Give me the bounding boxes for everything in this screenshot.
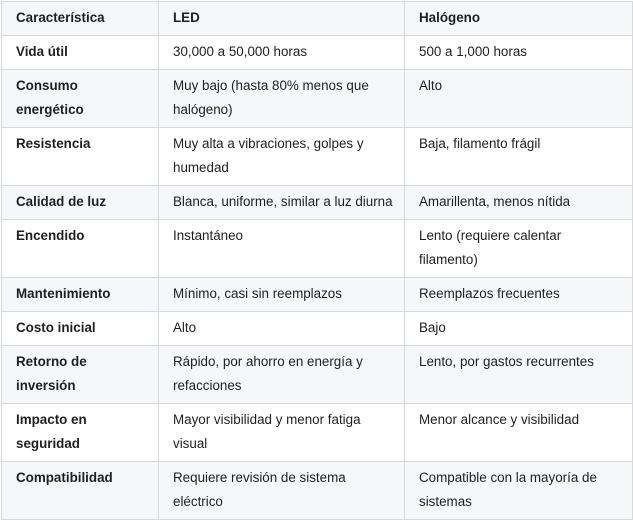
halogen-cell: Lento (requiere calentar filamento): [405, 220, 633, 278]
led-cell: Mayor visibilidad y menor fatiga visual: [159, 404, 405, 462]
halogen-cell: 500 a 1,000 horas: [405, 36, 633, 70]
led-cell: Requiere revisión de sistema eléctrico: [159, 462, 405, 520]
halogen-cell: Amarillenta, menos nítida: [405, 186, 633, 220]
led-cell: Muy bajo (hasta 80% menos que halógeno): [159, 70, 405, 128]
led-cell: Rápido, por ahorro en energía y refacciones: [159, 346, 405, 404]
halogen-cell: Menor alcance y visibilidad: [405, 404, 633, 462]
led-cell: 30,000 a 50,000 horas: [159, 36, 405, 70]
feature-cell: Impacto en seguridad: [2, 404, 159, 462]
feature-cell: Vida útil: [2, 36, 159, 70]
header-cell-led: LED: [159, 2, 405, 36]
led-cell: Instantáneo: [159, 220, 405, 278]
halogen-cell: Compatible con la mayoría de sistemas: [405, 462, 633, 520]
feature-cell: Consumo energético: [2, 70, 159, 128]
header-row: [2, 2, 633, 36]
table-row: [2, 70, 633, 128]
feature-cell: Compatibilidad: [2, 462, 159, 520]
header-cell-feature: Característica: [2, 2, 159, 36]
halogen-cell: Baja, filamento frágil: [405, 128, 633, 186]
led-cell: Muy alta a vibraciones, golpes y humedad: [159, 128, 405, 186]
table-row: [2, 36, 633, 70]
table-row: [2, 404, 633, 462]
table-row: [2, 220, 633, 278]
table-row: [2, 462, 633, 520]
halogen-cell: Bajo: [405, 312, 633, 346]
halogen-cell: Lento, por gastos recurrentes: [405, 346, 633, 404]
table-row: [2, 278, 633, 312]
feature-cell: Costo inicial: [2, 312, 159, 346]
table-row: [2, 186, 633, 220]
table-row: [2, 346, 633, 404]
table-row: [2, 128, 633, 186]
halogen-cell: Reemplazos frecuentes: [405, 278, 633, 312]
feature-cell: Mantenimiento: [2, 278, 159, 312]
header-cell-halogen: Halógeno: [405, 2, 633, 36]
led-cell: Blanca, uniforme, similar a luz diurna: [159, 186, 405, 220]
table-row: [2, 312, 633, 346]
feature-cell: Resistencia: [2, 128, 159, 186]
feature-cell: Encendido: [2, 220, 159, 278]
led-cell: Mínimo, casi sin reemplazos: [159, 278, 405, 312]
feature-cell: Retorno de inversión: [2, 346, 159, 404]
comparison-table: [1, 1, 633, 520]
feature-cell: Calidad de luz: [2, 186, 159, 220]
halogen-cell: Alto: [405, 70, 633, 128]
led-cell: Alto: [159, 312, 405, 346]
